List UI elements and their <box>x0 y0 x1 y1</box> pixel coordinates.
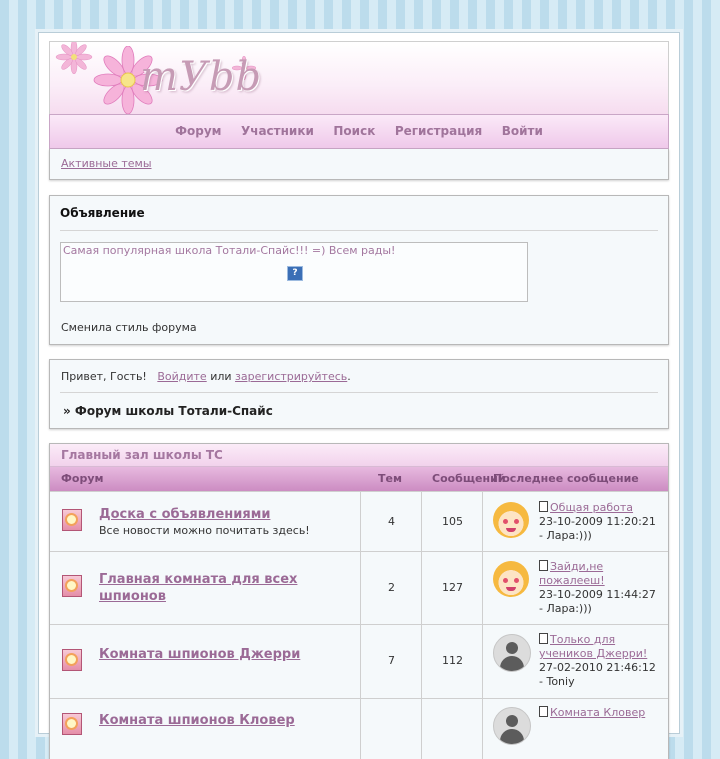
sub-nav <box>49 149 669 180</box>
announcement-frame <box>60 242 528 302</box>
last-post-user: - Лара:))) <box>539 529 592 542</box>
topics-cell <box>360 699 422 759</box>
last-post-date: 23-10-2009 11:44:27 <box>539 588 656 601</box>
document-icon <box>539 560 548 571</box>
announcement-box <box>49 195 669 345</box>
last-post-user: - Лара:))) <box>539 602 592 615</box>
announcement-text: Самая популярная школа Тотали-Спайс!!! =) Всем рады! <box>63 244 396 257</box>
broken-image-icon: ? <box>287 266 303 281</box>
document-icon <box>539 706 548 717</box>
last-post-date: 23-10-2009 11:20:21 <box>539 515 656 528</box>
last-post <box>539 633 661 689</box>
last-post-link[interactable]: Только для учеников Джерри! <box>539 633 648 660</box>
announcement-note: Сменила стиль форума <box>61 321 197 334</box>
forum-category <box>49 443 669 759</box>
column-headers <box>50 467 668 491</box>
forum-description: Все новости можно почитать здесь! <box>99 524 310 537</box>
topics-cell <box>360 625 422 698</box>
topics-count: 4 <box>388 515 395 528</box>
forum-icon <box>62 713 82 735</box>
last-post <box>539 706 661 720</box>
greeting-box <box>49 359 669 429</box>
posts-cell <box>421 552 483 624</box>
last-post-cell <box>482 625 669 698</box>
last-post-user: - Toniy <box>539 675 575 688</box>
announcement-title: Объявление <box>60 206 658 231</box>
forum-title[interactable]: Главная комната для всех шпионов <box>99 572 298 604</box>
table-row <box>50 624 668 698</box>
avatar <box>493 561 529 597</box>
table-row <box>50 491 668 551</box>
content <box>49 41 669 759</box>
col-posts: Сообщений <box>432 472 506 485</box>
col-last-post: Последнее сообщение <box>493 472 639 485</box>
topics-count: 2 <box>388 581 395 594</box>
posts-count: 112 <box>442 654 463 667</box>
forum-icon <box>62 649 82 671</box>
flower-icon <box>54 41 94 74</box>
topics-cell <box>360 552 422 624</box>
site-header <box>49 41 669 114</box>
posts-count: 105 <box>442 515 463 528</box>
last-post <box>539 501 661 543</box>
forum-title[interactable]: Доска с объявлениями <box>99 507 271 522</box>
posts-count: 127 <box>442 581 463 594</box>
forum-icon <box>62 575 82 597</box>
last-post-link[interactable]: Зайди,не пожалееш! <box>539 560 605 587</box>
active-topics-link[interactable]: Активные темы <box>61 157 152 170</box>
posts-cell <box>421 699 483 759</box>
avatar <box>493 502 529 538</box>
avatar <box>493 634 531 672</box>
forum-title[interactable]: Комната шпионов Джерри <box>99 647 301 662</box>
col-topics: Тем <box>378 472 402 485</box>
site-logo[interactable]: mУbb <box>140 54 263 100</box>
category-title[interactable]: Главный зал школы ТС <box>50 444 668 467</box>
posts-cell <box>421 625 483 698</box>
nav-login[interactable]: Войти <box>501 124 543 138</box>
login-link[interactable]: Войдите <box>157 370 207 383</box>
greeting-text: Привет, Гость! <box>61 370 147 383</box>
last-post <box>539 560 661 616</box>
last-post-date: 27-02-2010 21:46:12 <box>539 661 656 674</box>
main-nav <box>49 114 669 149</box>
document-icon <box>539 633 548 644</box>
avatar <box>493 707 531 745</box>
topics-count: 7 <box>388 654 395 667</box>
col-forum: Форум <box>61 472 104 485</box>
last-post-cell <box>482 492 669 551</box>
last-post-link[interactable]: Общая работа <box>550 501 634 514</box>
document-icon <box>539 501 548 512</box>
topics-cell <box>360 492 422 551</box>
nav-search[interactable]: Поиск <box>333 124 376 138</box>
forum-icon <box>62 509 82 531</box>
breadcrumb: » Форум школы Тотали-Спайс <box>63 404 273 418</box>
greeting-or: или <box>210 370 232 383</box>
table-row <box>50 551 668 624</box>
last-post-cell <box>482 699 669 759</box>
posts-cell <box>421 492 483 551</box>
nav-forum[interactable]: Форум <box>175 124 222 138</box>
nav-register[interactable]: Регистрация <box>394 124 483 138</box>
greeting-dot: . <box>347 370 351 383</box>
last-post-cell <box>482 552 669 624</box>
page-wrapper <box>38 32 680 734</box>
table-row <box>50 698 668 759</box>
forum-title[interactable]: Комната шпионов Кловер <box>99 713 295 728</box>
greeting-line <box>61 370 351 383</box>
nav-members[interactable]: Участники <box>240 124 314 138</box>
register-link[interactable]: зарегистрируйтесь <box>235 370 348 383</box>
last-post-link[interactable]: Комната Кловер <box>550 706 646 719</box>
divider <box>60 392 658 393</box>
